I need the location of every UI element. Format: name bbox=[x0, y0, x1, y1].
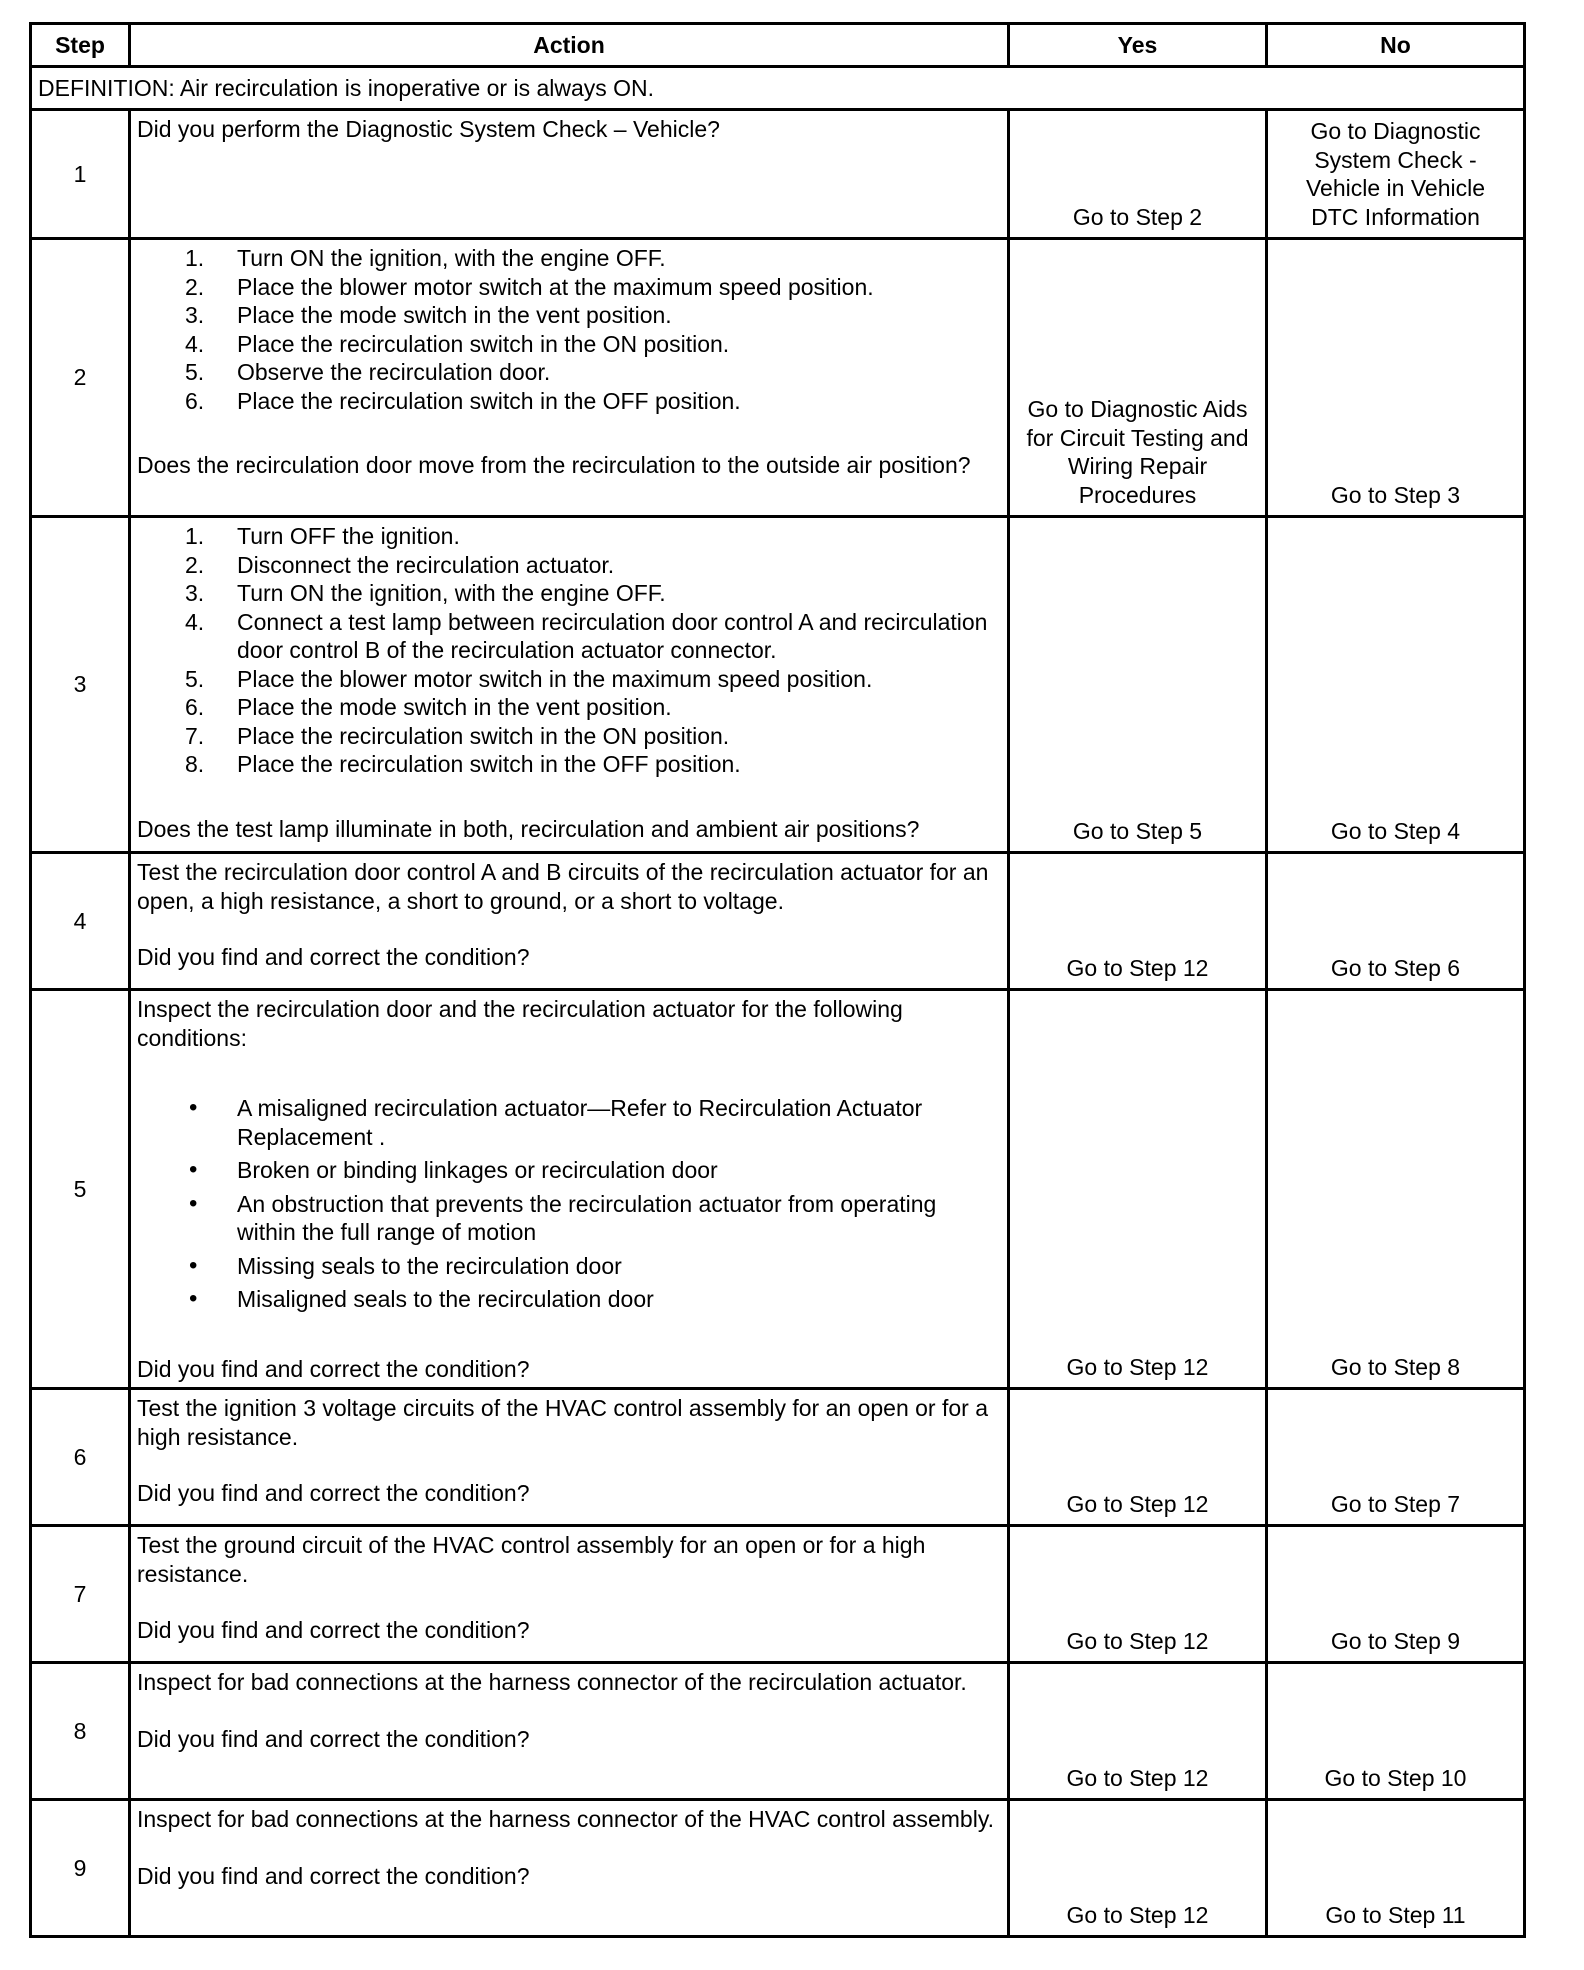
yes-cell: Go to Step 12 bbox=[1009, 853, 1267, 990]
list-number: 1. bbox=[185, 245, 205, 271]
list-number: 7. bbox=[185, 722, 205, 749]
list-number: 6. bbox=[185, 694, 205, 720]
yes-cell: Go to Step 12 bbox=[1009, 1800, 1267, 1937]
step-number: 9 bbox=[31, 1800, 130, 1937]
action-cell bbox=[130, 239, 1009, 517]
action-question: Did you find and correct the condition? bbox=[137, 944, 530, 970]
list-text: Disconnect the recirculation actuator. bbox=[237, 551, 615, 578]
yes-cell: Go to Step 12 bbox=[1009, 1526, 1267, 1663]
list-text: Observe the recirculation door. bbox=[237, 359, 551, 385]
action-cell bbox=[130, 110, 1009, 239]
list-item bbox=[137, 330, 1001, 359]
yes-cell: Go to Step 5 bbox=[1009, 517, 1267, 853]
list-item bbox=[137, 387, 1001, 416]
list-text: Place the recirculation switch in the ON position. bbox=[237, 330, 730, 357]
list-number: 2. bbox=[185, 273, 205, 300]
yes-cell: Go to Step 12 bbox=[1009, 990, 1267, 1389]
list-text: Turn OFF the ignition. bbox=[237, 523, 460, 549]
list-number: 8. bbox=[185, 751, 205, 777]
yes-cell: Go to Diagnostic Aids for Circuit Testing and Wiring Repair Procedures bbox=[1009, 239, 1267, 517]
action-intro: Test the ignition 3 voltage circuits of the HVAC control assembly for an open or for a high resistance. bbox=[137, 1395, 988, 1450]
action-cell bbox=[130, 1389, 1009, 1526]
condition-list bbox=[137, 1094, 1001, 1314]
action-intro: Inspect the recirculation door and the recirculation actuator for the following conditions: bbox=[137, 996, 903, 1051]
list-text: Place the blower motor switch in the maximum speed position. bbox=[237, 665, 873, 692]
list-item bbox=[137, 722, 1001, 751]
list-number: 1. bbox=[185, 523, 205, 549]
list-item bbox=[137, 665, 1001, 694]
step-number: 2 bbox=[31, 239, 130, 517]
list-item bbox=[137, 551, 1001, 580]
diagnostic-table bbox=[29, 22, 1526, 1938]
action-intro: Test the recirculation door control A and B circuits of the recirculation actuator for an open, a high resistance, a short to ground, or a short to voltage. bbox=[137, 859, 989, 914]
action-cell bbox=[130, 517, 1009, 853]
action-cell bbox=[130, 853, 1009, 990]
list-item bbox=[137, 522, 1001, 551]
action-question: Did you find and correct the condition? bbox=[137, 1617, 530, 1643]
action-intro: Test the ground circuit of the HVAC control assembly for an open or for a high resistance. bbox=[137, 1532, 926, 1587]
table-row bbox=[31, 853, 1525, 990]
action-question: Did you find and correct the condition? bbox=[137, 1862, 530, 1889]
list-text: Place the mode switch in the vent position. bbox=[237, 302, 672, 328]
action-question: Did you find and correct the condition? bbox=[137, 1480, 530, 1506]
no-cell: Go to Step 11 bbox=[1267, 1800, 1525, 1937]
action-cell bbox=[130, 1663, 1009, 1800]
no-cell: Go to Step 10 bbox=[1267, 1663, 1525, 1800]
list-item bbox=[137, 693, 1001, 722]
table-row bbox=[31, 1389, 1525, 1526]
step-number: 8 bbox=[31, 1663, 130, 1800]
list-text: Turn ON the ignition, with the engine OFF. bbox=[237, 580, 666, 606]
header-no: No bbox=[1267, 24, 1525, 67]
no-cell: Go to Step 4 bbox=[1267, 517, 1525, 853]
action-cell bbox=[130, 990, 1009, 1389]
action-intro: Inspect for bad connections at the harness connector of the recirculation actuator. bbox=[137, 1669, 967, 1695]
step-number: 4 bbox=[31, 853, 130, 990]
table-row bbox=[31, 239, 1525, 517]
action-question: Does the recirculation door move from the recirculation to the outside air position? bbox=[137, 452, 971, 478]
action-intro: Inspect for bad connections at the harness connector of the HVAC control assembly. bbox=[137, 1806, 994, 1832]
action-question: Does the test lamp illuminate in both, recirculation and ambient air positions? bbox=[137, 815, 920, 842]
list-item bbox=[137, 244, 1001, 273]
list-number: 4. bbox=[185, 608, 205, 635]
action-cell bbox=[130, 1800, 1009, 1937]
list-item: • A misaligned recirculation actuator—Refer to Recirculation Actuator Replacement . bbox=[137, 1094, 1001, 1151]
no-cell: Go to Step 6 bbox=[1267, 853, 1525, 990]
step-number: 7 bbox=[31, 1526, 130, 1663]
list-number: 3. bbox=[185, 580, 205, 606]
action-question: Did you find and correct the condition? bbox=[137, 1355, 530, 1382]
list-number: 5. bbox=[185, 359, 205, 385]
action-cell bbox=[130, 1526, 1009, 1663]
header-row bbox=[31, 24, 1525, 67]
step-number: 1 bbox=[31, 110, 130, 239]
action-question: Did you perform the Diagnostic System Check – Vehicle? bbox=[137, 116, 720, 142]
list-number: 3. bbox=[185, 302, 205, 328]
list-text: Place the blower motor switch at the maximum speed position. bbox=[237, 273, 874, 300]
no-cell: Go to Step 7 bbox=[1267, 1389, 1525, 1526]
list-item: • Missing seals to the recirculation door bbox=[137, 1252, 1001, 1281]
header-yes: Yes bbox=[1009, 24, 1267, 67]
list-item: • An obstruction that prevents the recirculation actuator from operating within the full range of motion bbox=[137, 1190, 1001, 1247]
no-cell: Go to Diagnostic System Check - Vehicle in Vehicle DTC Information bbox=[1267, 110, 1525, 239]
table-row bbox=[31, 1663, 1525, 1800]
table-row bbox=[31, 990, 1525, 1389]
table-row bbox=[31, 110, 1525, 239]
list-item bbox=[137, 579, 1001, 608]
no-cell: Go to Step 8 bbox=[1267, 990, 1525, 1389]
step-number: 5 bbox=[31, 990, 130, 1389]
list-item bbox=[137, 608, 1001, 665]
no-cell: Go to Step 9 bbox=[1267, 1526, 1525, 1663]
list-text: Place the mode switch in the vent position. bbox=[237, 694, 672, 720]
list-text: Connect a test lamp between recirculation door control A and recirculation door control B of the recirculation actuator connector. bbox=[237, 608, 988, 663]
list-number: 2. bbox=[185, 551, 205, 578]
list-text: Place the recirculation switch in the OFF position. bbox=[237, 387, 741, 414]
yes-cell: Go to Step 12 bbox=[1009, 1663, 1267, 1800]
definition-row bbox=[31, 67, 1525, 110]
no-cell: Go to Step 3 bbox=[1267, 239, 1525, 517]
definition-text: DEFINITION: Air recirculation is inoperative or is always ON. bbox=[31, 67, 1525, 110]
list-text: Place the recirculation switch in the OFF position. bbox=[237, 751, 741, 777]
list-text: Place the recirculation switch in the ON position. bbox=[237, 722, 730, 749]
header-step: Step bbox=[31, 24, 130, 67]
yes-cell: Go to Step 12 bbox=[1009, 1389, 1267, 1526]
list-item bbox=[137, 750, 1001, 779]
table-row bbox=[31, 1800, 1525, 1937]
list-number: 6. bbox=[185, 387, 205, 414]
list-item: • Broken or binding linkages or recirculation door bbox=[137, 1156, 1001, 1185]
list-number: 5. bbox=[185, 665, 205, 692]
step-number: 3 bbox=[31, 517, 130, 853]
list-number: 4. bbox=[185, 330, 205, 357]
list-item: • Misaligned seals to the recirculation door bbox=[137, 1285, 1001, 1314]
yes-cell: Go to Step 2 bbox=[1009, 110, 1267, 239]
step-number: 6 bbox=[31, 1389, 130, 1526]
table-row bbox=[31, 517, 1525, 853]
list-item bbox=[137, 358, 1001, 387]
action-question: Did you find and correct the condition? bbox=[137, 1725, 530, 1752]
instruction-list bbox=[137, 522, 1001, 779]
list-text: Turn ON the ignition, with the engine OFF. bbox=[237, 245, 666, 271]
table-row bbox=[31, 1526, 1525, 1663]
instruction-list bbox=[137, 244, 1001, 415]
header-action: Action bbox=[130, 24, 1009, 67]
list-item bbox=[137, 301, 1001, 330]
list-item bbox=[137, 273, 1001, 302]
